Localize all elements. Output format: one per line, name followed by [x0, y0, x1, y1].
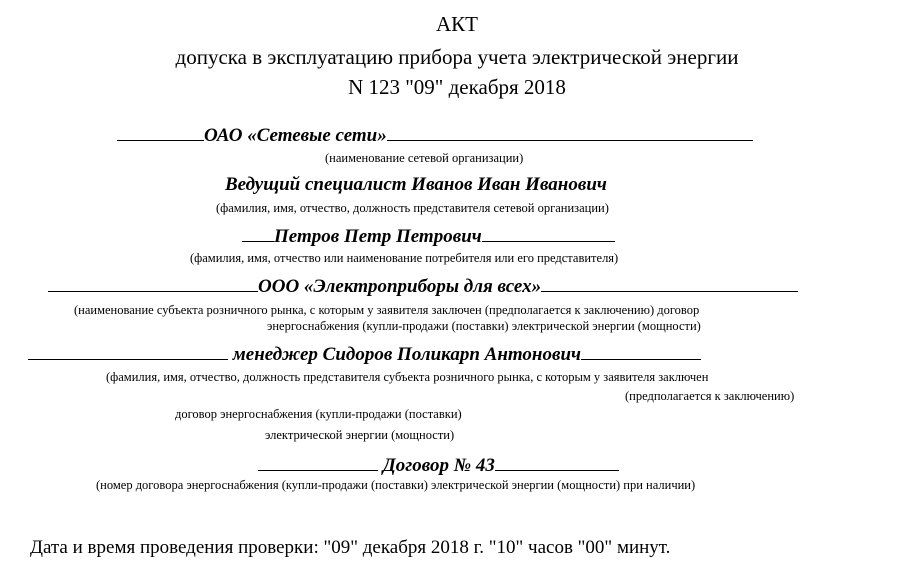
contract-caption: (номер договора энергоснабжения (купли-продажи (поставки) электрической энергии (мощности) при наличии)	[96, 478, 696, 492]
retail-subject-field	[48, 274, 798, 298]
retail-rep-caption-1: (фамилия, имя, отчество, должность представителя субъекта розничного рынка, с которым у заявителя заключен	[106, 370, 709, 384]
blank-line	[242, 224, 274, 242]
consumer-caption: (фамилия, имя, отчество или наименование потребителя или его представителя)	[190, 251, 619, 265]
retail-rep-caption-3: договор энергоснабжения (купли-продажи (поставки)	[175, 407, 462, 421]
inspection-datetime: Дата и время проведения проверки: "09" декабря 2018 г. "10" часов "00" минут.	[30, 537, 671, 558]
network-org-value: ОАО «Сетевые сети»	[204, 125, 387, 146]
blank-line	[48, 274, 258, 292]
contract-field	[258, 453, 619, 477]
blank-line	[258, 453, 378, 471]
network-org-caption: (наименование сетевой организации)	[325, 151, 524, 165]
blank-line	[581, 342, 701, 360]
retail-rep-field	[28, 342, 701, 366]
network-rep-value: Ведущий специалист Иванов Иван Иванович	[225, 174, 607, 195]
document-number-date: N 123 "09" декабря 2018	[348, 75, 566, 99]
consumer-value: Петров Петр Петрович	[274, 226, 482, 247]
blank-line	[482, 224, 615, 242]
document-title: АКТ	[436, 12, 478, 36]
retail-subject-caption-1: (наименование субъекта розничного рынка, с которым у заявителя заключен (предполагается к заключению) договор	[74, 303, 700, 317]
retail-subject-caption-2: энергоснабжения (купли-продажи (поставки) электрической энергии (мощности)	[267, 319, 701, 333]
retail-subject-value: ООО «Электроприборы для всех»	[258, 276, 542, 297]
contract-value: Договор № 43	[382, 455, 495, 476]
document-subtitle: допуска в эксплуатацию прибора учета электрической энергии	[175, 45, 739, 69]
blank-line	[541, 274, 798, 292]
retail-rep-value: менеджер Сидоров Поликарп Антонович	[232, 344, 581, 365]
retail-rep-caption-4: электрической энергии (мощности)	[265, 428, 455, 442]
blank-line	[28, 342, 228, 360]
blank-line	[495, 453, 619, 471]
blank-line	[117, 123, 204, 141]
network-org-field	[117, 123, 753, 147]
blank-line	[387, 123, 753, 141]
consumer-field	[242, 224, 615, 248]
network-rep-caption: (фамилия, имя, отчество, должность представителя сетевой организации)	[216, 201, 609, 215]
retail-rep-caption-2: (предполагается к заключению)	[625, 389, 795, 403]
